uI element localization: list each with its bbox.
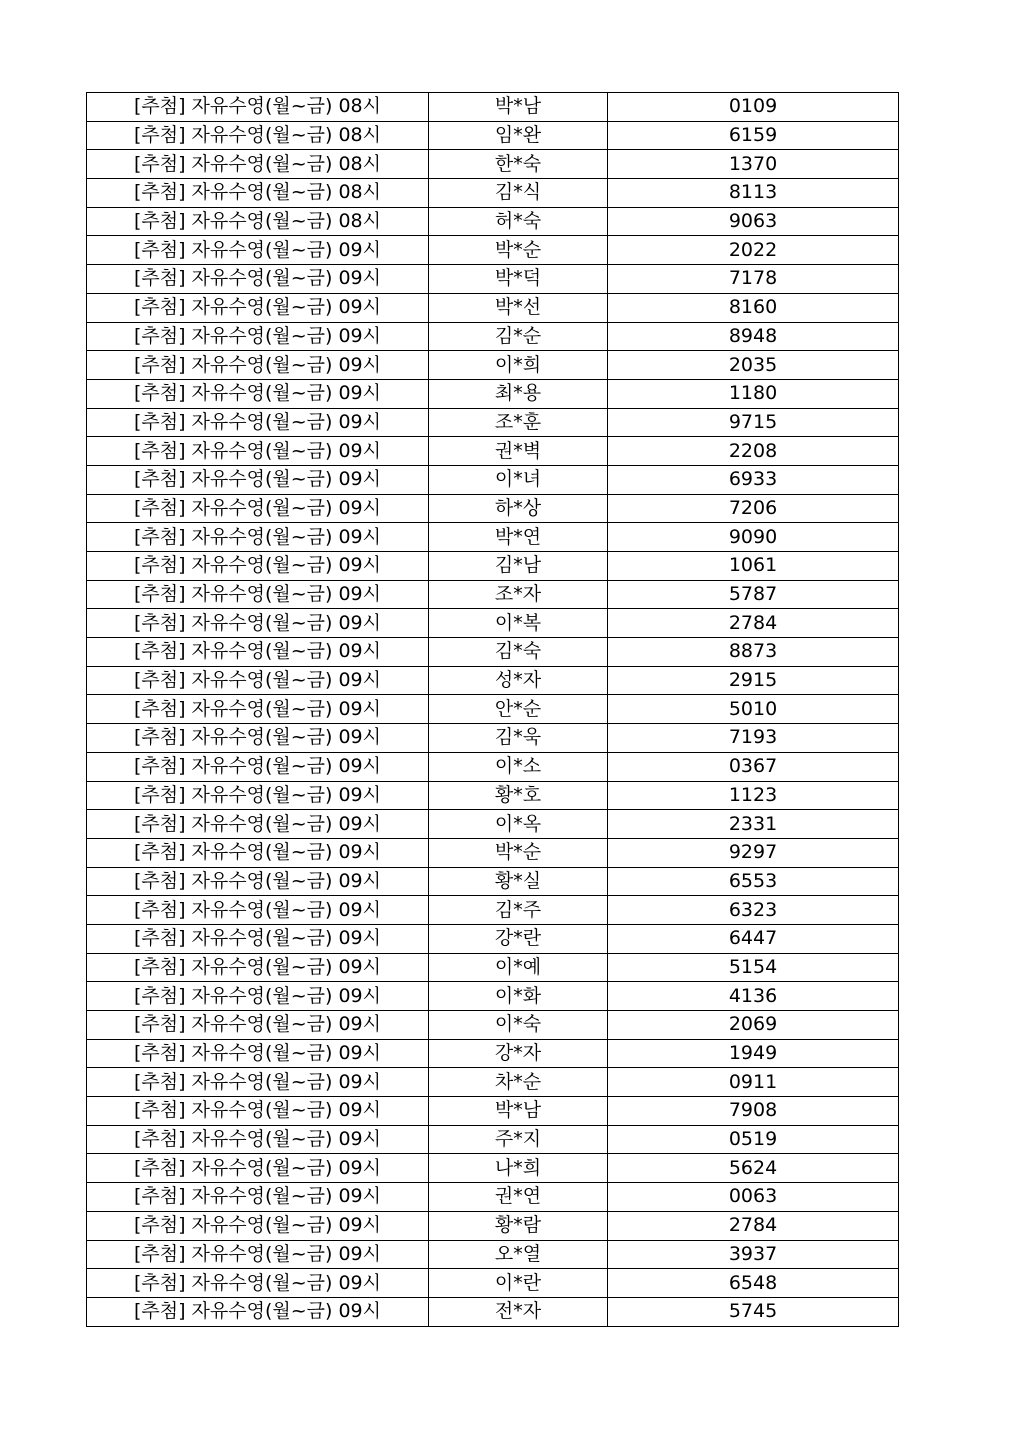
name-cell: 허*숙 [429, 207, 608, 236]
code-cell: 6933 [608, 465, 899, 494]
code-cell: 1123 [608, 781, 899, 810]
table-row [87, 408, 899, 437]
name-cell: 나*희 [429, 1154, 608, 1183]
table-row [87, 465, 899, 494]
name-cell: 강*자 [429, 1039, 608, 1068]
name-cell: 김*욱 [429, 724, 608, 753]
table-row [87, 1297, 899, 1326]
program-cell: [추첨] 자유수영(월~금) 09시 [87, 552, 429, 581]
table-row [87, 982, 899, 1011]
program-cell: [추첨] 자유수영(월~금) 09시 [87, 580, 429, 609]
program-cell: [추첨] 자유수영(월~금) 08시 [87, 93, 429, 122]
program-cell: [추첨] 자유수영(월~금) 09시 [87, 1240, 429, 1269]
table-row [87, 552, 899, 581]
code-cell: 7908 [608, 1097, 899, 1126]
name-cell: 박*순 [429, 236, 608, 265]
code-cell: 8873 [608, 638, 899, 667]
name-cell: 김*숙 [429, 638, 608, 667]
table-row [87, 810, 899, 839]
code-cell: 9297 [608, 838, 899, 867]
code-cell: 6553 [608, 867, 899, 896]
code-cell: 0109 [608, 93, 899, 122]
program-cell: [추첨] 자유수영(월~금) 09시 [87, 293, 429, 322]
table-row [87, 580, 899, 609]
table-row [87, 322, 899, 351]
program-cell: [추첨] 자유수영(월~금) 09시 [87, 236, 429, 265]
name-cell: 김*식 [429, 179, 608, 208]
table-row [87, 150, 899, 179]
name-cell: 오*열 [429, 1240, 608, 1269]
name-cell: 임*완 [429, 121, 608, 150]
program-cell: [추첨] 자유수영(월~금) 09시 [87, 437, 429, 466]
program-cell: [추첨] 자유수영(월~금) 09시 [87, 351, 429, 380]
name-cell: 하*상 [429, 494, 608, 523]
name-cell: 김*남 [429, 552, 608, 581]
program-cell: [추첨] 자유수영(월~금) 08시 [87, 179, 429, 208]
program-cell: [추첨] 자유수영(월~금) 09시 [87, 1183, 429, 1212]
table-row [87, 953, 899, 982]
program-cell: [추첨] 자유수영(월~금) 09시 [87, 265, 429, 294]
program-cell: [추첨] 자유수영(월~금) 09시 [87, 838, 429, 867]
table-row [87, 1068, 899, 1097]
code-cell: 6159 [608, 121, 899, 150]
program-cell: [추첨] 자유수영(월~금) 09시 [87, 494, 429, 523]
name-cell: 조*자 [429, 580, 608, 609]
code-cell: 6447 [608, 924, 899, 953]
program-cell: [추첨] 자유수영(월~금) 09시 [87, 609, 429, 638]
table-row [87, 666, 899, 695]
table-row [87, 752, 899, 781]
program-cell: [추첨] 자유수영(월~금) 09시 [87, 1011, 429, 1040]
name-cell: 한*숙 [429, 150, 608, 179]
table-row [87, 236, 899, 265]
table-row [87, 1211, 899, 1240]
code-cell: 8948 [608, 322, 899, 351]
code-cell: 5787 [608, 580, 899, 609]
name-cell: 최*용 [429, 379, 608, 408]
program-cell: [추첨] 자유수영(월~금) 09시 [87, 523, 429, 552]
table-row [87, 896, 899, 925]
name-cell: 황*람 [429, 1211, 608, 1240]
code-cell: 0519 [608, 1125, 899, 1154]
name-cell: 이*화 [429, 982, 608, 1011]
name-cell: 이*소 [429, 752, 608, 781]
table-row [87, 1011, 899, 1040]
table-row [87, 265, 899, 294]
name-cell: 박*덕 [429, 265, 608, 294]
program-cell: [추첨] 자유수영(월~금) 09시 [87, 1039, 429, 1068]
lottery-results-sheet [86, 92, 897, 1327]
program-cell: [추첨] 자유수영(월~금) 09시 [87, 1154, 429, 1183]
code-cell: 9063 [608, 207, 899, 236]
table-row [87, 179, 899, 208]
table-row [87, 207, 899, 236]
code-cell: 0367 [608, 752, 899, 781]
table-row [87, 924, 899, 953]
code-cell: 0063 [608, 1183, 899, 1212]
name-cell: 전*자 [429, 1297, 608, 1326]
lottery-results-table [86, 92, 899, 1327]
code-cell: 7178 [608, 265, 899, 294]
code-cell: 7193 [608, 724, 899, 753]
code-cell: 5624 [608, 1154, 899, 1183]
code-cell: 1370 [608, 150, 899, 179]
table-row [87, 609, 899, 638]
name-cell: 권*벽 [429, 437, 608, 466]
name-cell: 황*실 [429, 867, 608, 896]
name-cell: 권*연 [429, 1183, 608, 1212]
name-cell: 박*선 [429, 293, 608, 322]
table-row [87, 379, 899, 408]
program-cell: [추첨] 자유수영(월~금) 09시 [87, 752, 429, 781]
program-cell: [추첨] 자유수영(월~금) 09시 [87, 1211, 429, 1240]
name-cell: 이*녀 [429, 465, 608, 494]
table-row [87, 1183, 899, 1212]
program-cell: [추첨] 자유수영(월~금) 08시 [87, 150, 429, 179]
program-cell: [추첨] 자유수영(월~금) 09시 [87, 1068, 429, 1097]
code-cell: 2784 [608, 609, 899, 638]
program-cell: [추첨] 자유수영(월~금) 09시 [87, 1097, 429, 1126]
code-cell: 9090 [608, 523, 899, 552]
code-cell: 7206 [608, 494, 899, 523]
program-cell: [추첨] 자유수영(월~금) 09시 [87, 867, 429, 896]
table-row [87, 638, 899, 667]
code-cell: 5010 [608, 695, 899, 724]
program-cell: [추첨] 자유수영(월~금) 09시 [87, 810, 429, 839]
code-cell: 1180 [608, 379, 899, 408]
name-cell: 이*예 [429, 953, 608, 982]
program-cell: [추첨] 자유수영(월~금) 09시 [87, 953, 429, 982]
table-row [87, 494, 899, 523]
program-cell: [추첨] 자유수영(월~금) 09시 [87, 896, 429, 925]
table-row [87, 1125, 899, 1154]
name-cell: 김*순 [429, 322, 608, 351]
table-row [87, 121, 899, 150]
table-row [87, 1240, 899, 1269]
name-cell: 박*연 [429, 523, 608, 552]
table-row [87, 867, 899, 896]
code-cell: 4136 [608, 982, 899, 1011]
name-cell: 차*순 [429, 1068, 608, 1097]
name-cell: 안*순 [429, 695, 608, 724]
table-row [87, 1039, 899, 1068]
name-cell: 박*순 [429, 838, 608, 867]
code-cell: 2035 [608, 351, 899, 380]
results-table-body [87, 93, 899, 1327]
code-cell: 2069 [608, 1011, 899, 1040]
code-cell: 8160 [608, 293, 899, 322]
code-cell: 2915 [608, 666, 899, 695]
program-cell: [추첨] 자유수영(월~금) 08시 [87, 121, 429, 150]
code-cell: 2022 [608, 236, 899, 265]
code-cell: 2784 [608, 1211, 899, 1240]
code-cell: 5745 [608, 1297, 899, 1326]
code-cell: 2208 [608, 437, 899, 466]
table-row [87, 781, 899, 810]
program-cell: [추첨] 자유수영(월~금) 09시 [87, 1125, 429, 1154]
name-cell: 이*옥 [429, 810, 608, 839]
name-cell: 강*란 [429, 924, 608, 953]
code-cell: 3937 [608, 1240, 899, 1269]
table-row [87, 523, 899, 552]
table-row [87, 1269, 899, 1298]
table-row [87, 93, 899, 122]
name-cell: 이*숙 [429, 1011, 608, 1040]
program-cell: [추첨] 자유수영(월~금) 09시 [87, 1297, 429, 1326]
name-cell: 조*훈 [429, 408, 608, 437]
table-row [87, 293, 899, 322]
table-row [87, 351, 899, 380]
code-cell: 9715 [608, 408, 899, 437]
table-row [87, 838, 899, 867]
program-cell: [추첨] 자유수영(월~금) 09시 [87, 638, 429, 667]
program-cell: [추첨] 자유수영(월~금) 09시 [87, 695, 429, 724]
program-cell: [추첨] 자유수영(월~금) 09시 [87, 781, 429, 810]
name-cell: 박*남 [429, 1097, 608, 1126]
code-cell: 6548 [608, 1269, 899, 1298]
program-cell: [추첨] 자유수영(월~금) 09시 [87, 982, 429, 1011]
program-cell: [추첨] 자유수영(월~금) 09시 [87, 724, 429, 753]
name-cell: 주*지 [429, 1125, 608, 1154]
name-cell: 이*복 [429, 609, 608, 638]
table-row [87, 1097, 899, 1126]
code-cell: 5154 [608, 953, 899, 982]
program-cell: [추첨] 자유수영(월~금) 09시 [87, 924, 429, 953]
name-cell: 성*자 [429, 666, 608, 695]
name-cell: 박*남 [429, 93, 608, 122]
code-cell: 2331 [608, 810, 899, 839]
code-cell: 0911 [608, 1068, 899, 1097]
program-cell: [추첨] 자유수영(월~금) 09시 [87, 408, 429, 437]
code-cell: 6323 [608, 896, 899, 925]
name-cell: 김*주 [429, 896, 608, 925]
name-cell: 황*호 [429, 781, 608, 810]
name-cell: 이*란 [429, 1269, 608, 1298]
program-cell: [추첨] 자유수영(월~금) 09시 [87, 322, 429, 351]
table-row [87, 437, 899, 466]
table-row [87, 724, 899, 753]
name-cell: 이*희 [429, 351, 608, 380]
program-cell: [추첨] 자유수영(월~금) 09시 [87, 465, 429, 494]
program-cell: [추첨] 자유수영(월~금) 08시 [87, 207, 429, 236]
code-cell: 8113 [608, 179, 899, 208]
program-cell: [추첨] 자유수영(월~금) 09시 [87, 666, 429, 695]
program-cell: [추첨] 자유수영(월~금) 09시 [87, 379, 429, 408]
code-cell: 1949 [608, 1039, 899, 1068]
code-cell: 1061 [608, 552, 899, 581]
table-row [87, 695, 899, 724]
table-row [87, 1154, 899, 1183]
program-cell: [추첨] 자유수영(월~금) 09시 [87, 1269, 429, 1298]
